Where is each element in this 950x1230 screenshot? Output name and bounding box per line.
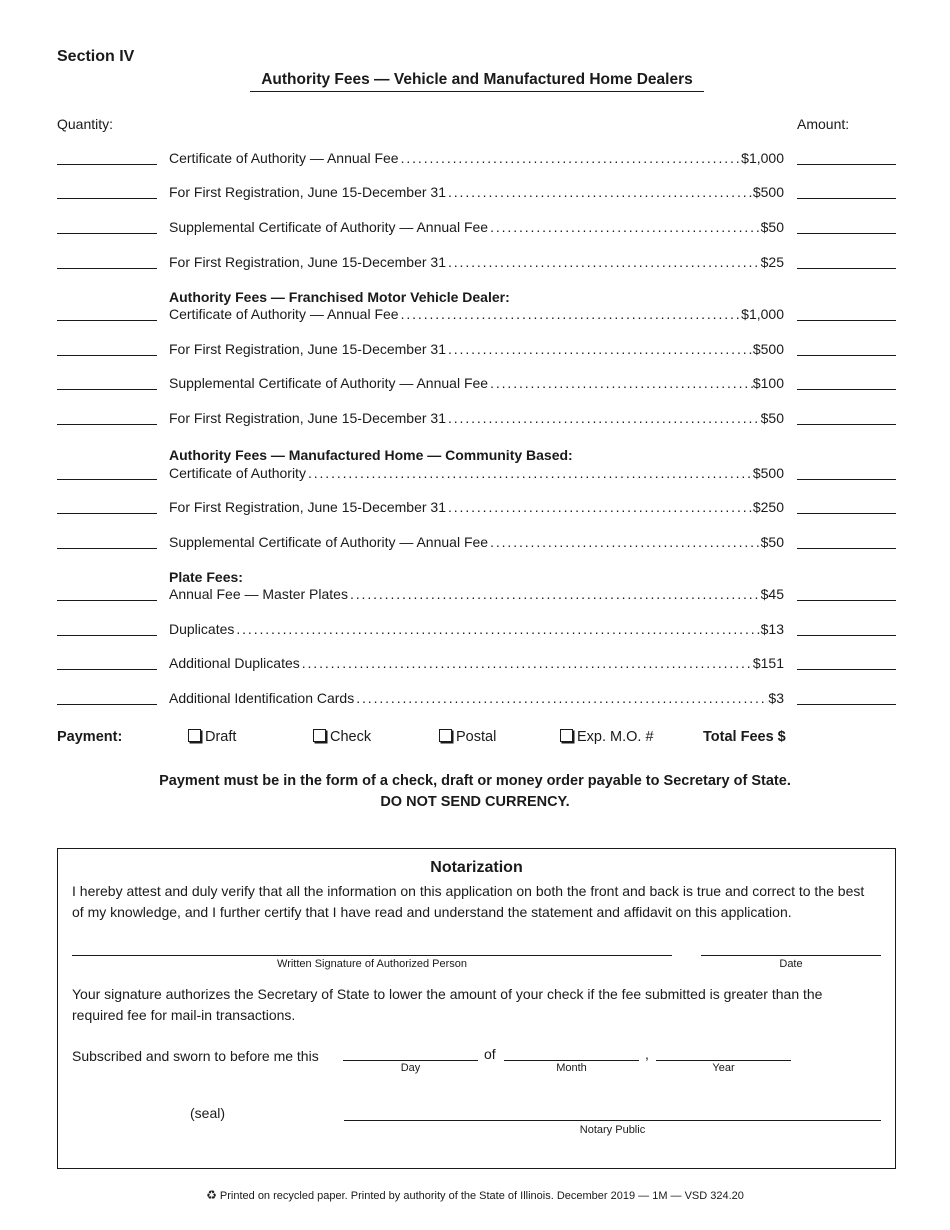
payment-notice-line2: DO NOT SEND CURRENCY. [380, 794, 570, 810]
fee-row [0, 143, 950, 165]
fee-price: $500 [752, 341, 784, 357]
quantity-field[interactable] [57, 355, 157, 356]
fee-row [0, 299, 950, 321]
quantity-field[interactable] [57, 479, 157, 480]
payment-label: Payment: [57, 729, 123, 745]
amount-field[interactable] [797, 355, 896, 356]
amount-field[interactable] [797, 704, 896, 705]
amount-field[interactable] [797, 424, 896, 425]
group-heading-franchised: Authority Fees — Franchised Motor Vehicle Dealer: [169, 289, 510, 305]
quantity-field[interactable] [57, 164, 157, 165]
fee-label: Annual Fee — Master Plates [169, 586, 348, 602]
signature-line[interactable] [72, 955, 672, 956]
quantity-field[interactable] [57, 198, 157, 199]
fee-row [0, 177, 950, 199]
amount-field[interactable] [797, 513, 896, 514]
fee-price: $50 [760, 410, 784, 426]
fee-price: $25 [760, 254, 784, 270]
day-line[interactable] [343, 1060, 478, 1061]
fee-row [0, 614, 950, 636]
seal-label: (seal) [190, 1105, 226, 1121]
quantity-field[interactable] [57, 548, 157, 549]
notary-public-label: Notary Public [579, 1124, 646, 1136]
postal-checkbox[interactable] [439, 729, 496, 745]
sworn-text: Subscribed and sworn to before me this [72, 1048, 319, 1064]
postal-label: Postal [456, 729, 497, 745]
fee-row [0, 368, 950, 390]
quantity-field[interactable] [57, 268, 157, 269]
fee-row [0, 683, 950, 705]
draft-checkbox[interactable] [188, 729, 236, 745]
draft-label: Draft [205, 729, 237, 745]
fee-price: $50 [760, 534, 784, 550]
amount-field[interactable] [797, 548, 896, 549]
fee-price: $151 [752, 655, 784, 671]
amount-field[interactable] [797, 389, 896, 390]
footer-text: Printed on recycled paper. Printed by authority of the State of Illinois. December 2019 — 1M — VSD 324.20 [219, 1190, 744, 1202]
quantity-field[interactable] [57, 513, 157, 514]
exp-mo-checkbox[interactable] [560, 729, 654, 745]
section-heading: Section IV [57, 48, 135, 65]
form-title: Authority Fees — Vehicle and Manufactured Home Dealers [250, 71, 704, 92]
quantity-field[interactable] [57, 233, 157, 234]
check-checkbox[interactable] [313, 729, 371, 745]
checkbox-icon [439, 729, 452, 742]
quantity-field[interactable] [57, 669, 157, 670]
year-line[interactable] [656, 1060, 791, 1061]
fee-label: Certificate of Authority — Annual Fee [169, 306, 399, 322]
recycle-icon: ♻ [206, 1188, 217, 1202]
month-label: Month [556, 1062, 587, 1074]
fee-label: Supplemental Certificate of Authority — Annual Fee [169, 534, 489, 550]
amount-field[interactable] [797, 669, 896, 670]
amount-field[interactable] [797, 635, 896, 636]
fee-row [0, 492, 950, 514]
fee-price: $3 [768, 690, 784, 706]
fee-label: Supplemental Certificate of Authority — Annual Fee [169, 219, 489, 235]
signature-label: Written Signature of Authorized Person [277, 958, 467, 970]
group-heading-plate-fees: Plate Fees: [169, 569, 243, 585]
day-label: Day [400, 1062, 421, 1074]
fee-row [0, 403, 950, 425]
quantity-field[interactable] [57, 600, 157, 601]
fee-row [0, 579, 950, 601]
fee-price: $500 [752, 465, 784, 481]
fee-label: For First Registration, June 15-December 31 [169, 341, 446, 357]
notarization-box [57, 848, 896, 1169]
fee-label: For First Registration, June 15-December 31 [169, 410, 446, 426]
fee-price: $13 [760, 621, 784, 637]
fee-row [0, 527, 950, 549]
group-heading-manufactured-home: Authority Fees — Manufactured Home — Community Based: [169, 447, 573, 463]
date-line[interactable] [701, 955, 881, 956]
payment-notice-line1: Payment must be in the form of a check, draft or money order payable to Secretary of State. [159, 773, 791, 789]
month-line[interactable] [504, 1060, 639, 1061]
year-label: Year [712, 1062, 735, 1074]
fee-row [0, 334, 950, 356]
quantity-field[interactable] [57, 389, 157, 390]
fee-label: Duplicates [169, 621, 235, 637]
amount-field[interactable] [797, 600, 896, 601]
fee-label: Certificate of Authority [169, 465, 306, 481]
fee-price: $45 [760, 586, 784, 602]
fee-label: For First Registration, June 15-December 31 [169, 184, 446, 200]
fee-price: $500 [752, 184, 784, 200]
total-fees-label: Total Fees $ [703, 729, 786, 745]
fee-price: $50 [760, 219, 784, 235]
fee-label: For First Registration, June 15-December 31 [169, 499, 446, 515]
checkbox-icon [313, 729, 326, 742]
fee-label: Additional Duplicates [169, 655, 300, 671]
fee-label: Supplemental Certificate of Authority — Annual Fee [169, 375, 489, 391]
comma-text: , [645, 1046, 649, 1062]
fee-row [0, 648, 950, 670]
quantity-field[interactable] [57, 704, 157, 705]
attestation-text: I hereby attest and duly verify that all the information on this application on both the front and back is true and correct to the best of my knowledge, and I further certify that I have read and understand the statement and affidavit on this application. [72, 883, 865, 920]
quantity-field[interactable] [57, 320, 157, 321]
amount-field[interactable] [797, 479, 896, 480]
payment-notice [0, 771, 950, 813]
amount-column-header: Amount: [797, 116, 850, 132]
amount-field[interactable] [797, 320, 896, 321]
fee-row [0, 247, 950, 269]
quantity-field[interactable] [57, 424, 157, 425]
fee-row [0, 212, 950, 234]
fee-label: Certificate of Authority — Annual Fee [169, 150, 399, 166]
fee-price: $100 [752, 375, 784, 391]
quantity-field[interactable] [57, 635, 157, 636]
checkbox-icon [188, 729, 201, 742]
amount-field[interactable] [797, 198, 896, 199]
amount-field[interactable] [797, 164, 896, 165]
fee-label: Additional Identification Cards [169, 690, 355, 706]
footer [0, 1188, 950, 1202]
notarization-title: Notarization [430, 859, 523, 876]
fee-row [0, 458, 950, 480]
date-label: Date [779, 958, 803, 970]
amount-field[interactable] [797, 233, 896, 234]
amount-field[interactable] [797, 268, 896, 269]
quantity-column-header: Quantity: [57, 116, 114, 132]
notary-public-line[interactable] [344, 1120, 881, 1121]
check-label: Check [330, 729, 372, 745]
fee-label: For First Registration, June 15-December 31 [169, 254, 446, 270]
exp-mo-label: Exp. M.O. # [577, 729, 654, 745]
fee-price: $250 [752, 499, 784, 515]
fee-price: $1,000 [741, 150, 784, 166]
authorization-text: Your signature authorizes the Secretary of State to lower the amount of your check if the fee submitted is greater than the required fee for mail-in transactions. [72, 986, 823, 1023]
fee-price: $1,000 [741, 306, 784, 322]
of-text: of [484, 1046, 496, 1062]
checkbox-icon [560, 729, 573, 742]
